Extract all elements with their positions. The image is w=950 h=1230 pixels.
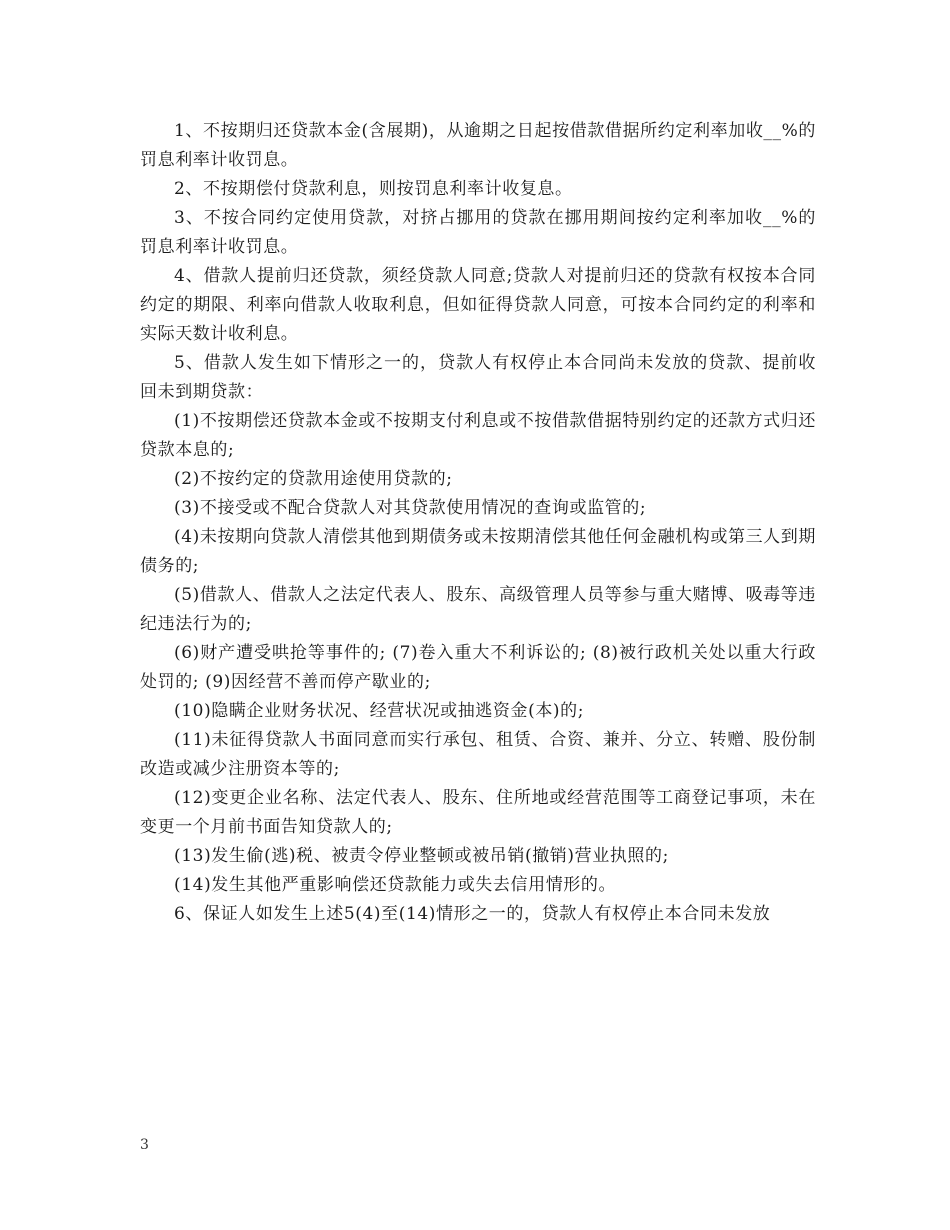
clause-5-item-12: (12)变更企业名称、法定代表人、股东、住所地或经营范围等工商登记事项，未在变更一个月前书面告知贷款人的; [140,788,816,837]
clause-5-item-3: (3)不接受或不配合贷款人对其贷款使用情况的查询或监管的; [174,498,647,518]
clause-5-item-2: (2)不按约定的贷款用途使用贷款的; [174,469,453,489]
clause-5-item-5: (5)借款人、借款人之法定代表人、股东、高级管理人员等参与重大赌博、吸毒等违纪违法行为的; [140,585,816,634]
clause-5-item-10: (10)隐瞒企业财务状况、经营状况或抽逃资金(本)的; [174,701,585,721]
clause-5-item-11: (11)未征得贷款人书面同意而实行承包、租赁、合资、兼并、分立、转赠、股份制改造或减少注册资本等的; [140,730,816,779]
clause-5-item-13: (13)发生偷(逃)税、被责令停业整顿或被吊销(撤销)营业执照的; [174,846,669,866]
page-number: 3 [140,1137,149,1153]
clause-5-item-1: (1)不按期偿还贷款本金或不按期支付利息或不按借款借据特别约定的还款方式归还贷款本息的; [140,411,816,460]
clause-2-paragraph: 2、不按期偿付贷款利息，则按罚息利率计收复息。 [174,179,573,199]
clause-6-paragraph: 6、保证人如发生上述5(4)至(14)情形之一的，贷款人有权停止本合同未发放 [174,904,771,924]
clause-3-paragraph: 3、不按合同约定使用贷款，对挤占挪用的贷款在挪用期间按约定利率加收__%的罚息利率计收罚息。 [140,208,816,257]
document-body [140,117,816,929]
clause-5-paragraph: 5、借款人发生如下情形之一的，贷款人有权停止本合同尚未发放的贷款、提前收回未到期贷款： [140,353,816,402]
clause-5-item-14: (14)发生其他严重影响偿还贷款能力或失去信用情形的。 [174,875,617,895]
clause-5-items-6-9: (6)财产遭受哄抢等事件的; (7)卷入重大不利诉讼的; (8)被行政机关处以重大行政处罚的; (9)因经营不善而停产歇业的; [140,643,816,692]
clause-1-paragraph: 1、不按期归还贷款本金(含展期)，从逾期之日起按借款借据所约定利率加收__%的罚息利率计收罚息。 [140,121,816,170]
clause-5-item-4: (4)未按期向贷款人清偿其他到期债务或未按期清偿其他任何金融机构或第三人到期债务的; [140,527,816,576]
clause-4-paragraph: 4、借款人提前归还贷款，须经贷款人同意;贷款人对提前归还的贷款有权按本合同约定的期限、利率向借款人收取利息，但如征得贷款人同意，可按本合同约定的利率和实际天数计收利息。 [140,266,816,344]
